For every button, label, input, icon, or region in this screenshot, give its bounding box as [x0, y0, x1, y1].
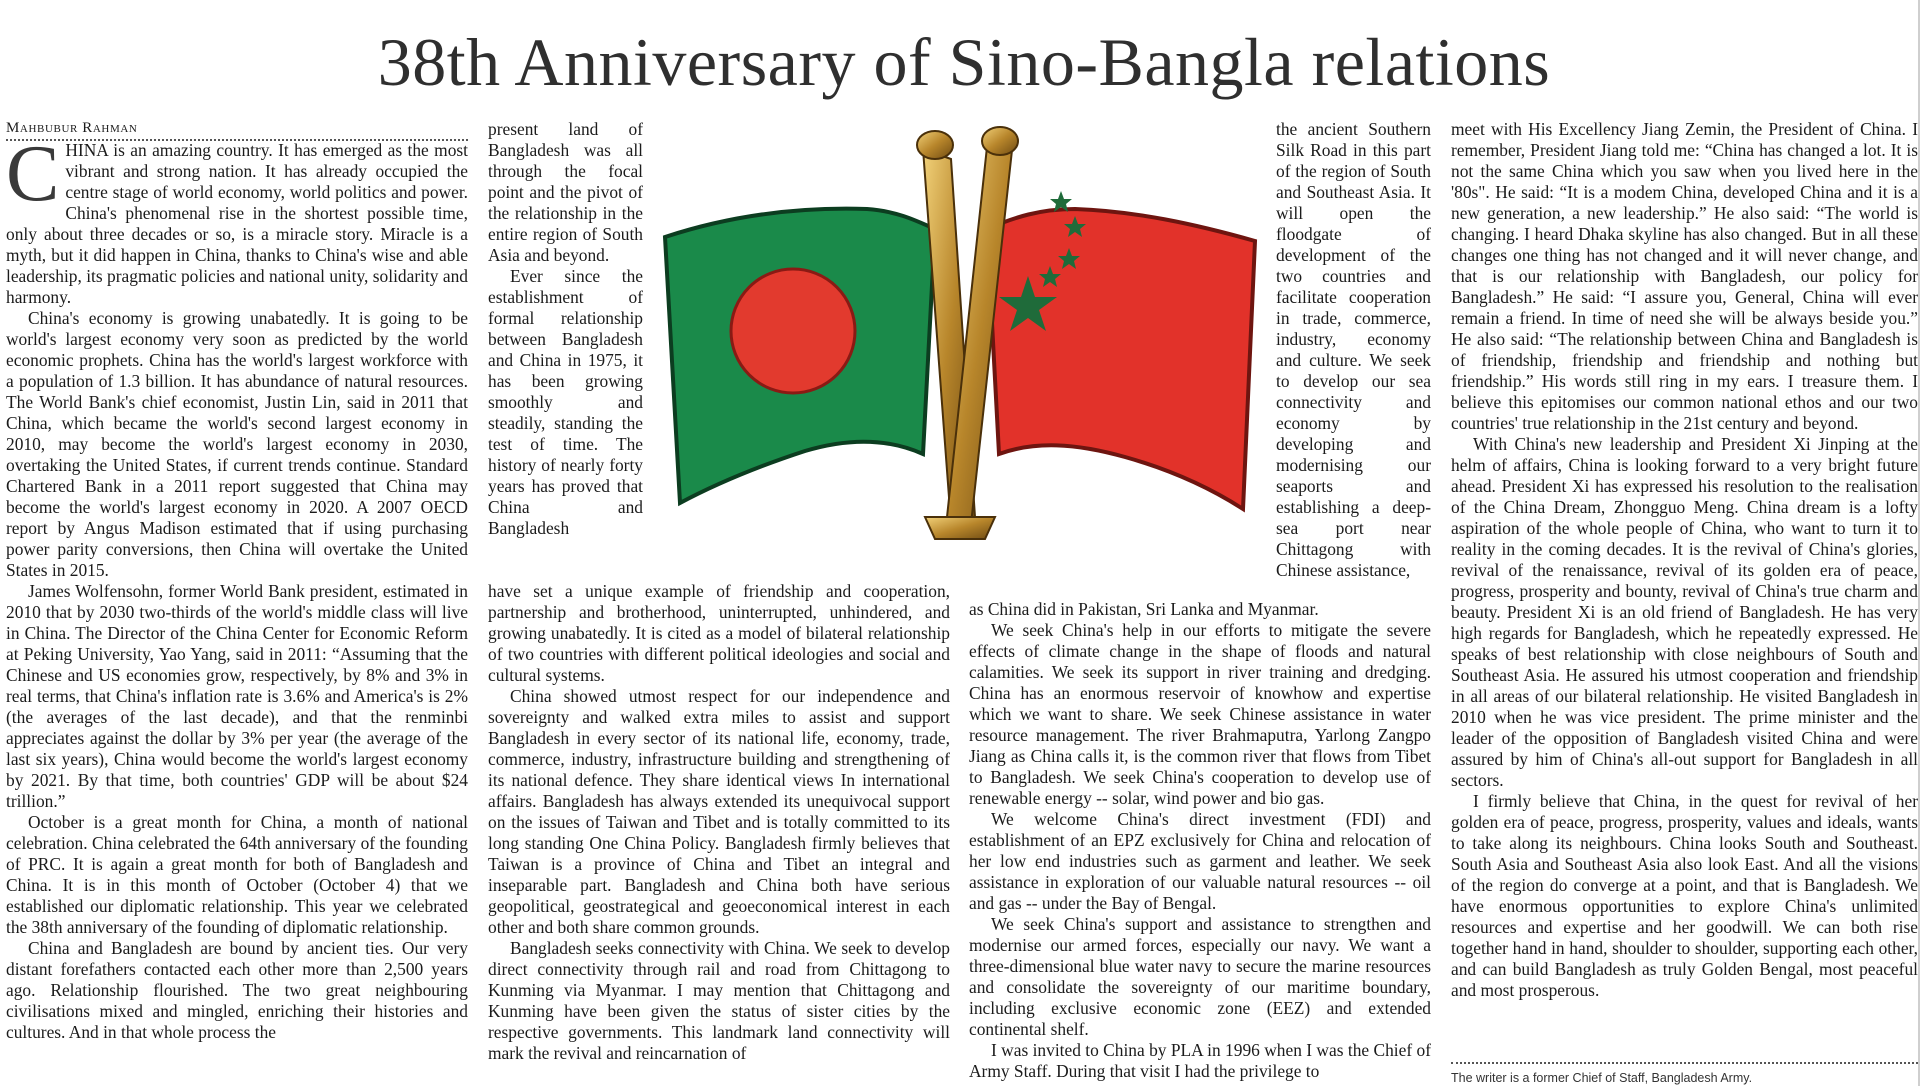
column-2-wide	[488, 581, 950, 1086]
paragraph: We seek China's support and assistance to strengthen and modernise our armed forces, especially our navy. We want a three-dimensional blue water navy to secure the marine resources and consolidate the sovereignty of our maritime boundary, including exclusive economic zone (EEZ) and extended continental shelf.	[969, 914, 1431, 1039]
paragraph: With China's new leadership and President Xi Jinping at the helm of affairs, China is looking forward to a very bright future ahead. President Xi has expressed his resolution to the realisation of the China Dream, Zhongguo Meng. China dream is a lofty aspiration of the whole people of China, who want to turn it to reality in the coming decades. It is the revival of China's glories, revival of the renaissance, revival of its golden era of peace, progress, prosperity and bounty, revival of China's true charm and beauty. President Xi is an old friend of Bangladesh. He has very high regards for Bangladesh, which he repeatedly expressed. He speaks of best relationship with close neighbours of South and Southeast Asia. He assured his utmost cooperation and friendship in all areas of our bilateral relationship. He visited Bangladesh in 2010 when he was vice president. The prime minister and the leader of the opposition of Bangladesh visited China and were assured by him of China's all-out support for Bangladesh in all sectors.	[1451, 434, 1918, 790]
paragraph	[6, 140, 468, 308]
bangladesh-red-disc	[731, 269, 855, 393]
paragraph: Bangladesh seeks connectivity with China. We seek to develop direct connectivity through rail and road from Chittagong to Kunming via Myanmar. I may mention that Chittagong and Kunming have been given the status of sister cities by the respective governments. This landmark land connectivity will mark the revival and reincarnation of	[488, 938, 950, 1063]
paragraph: have set a unique example of friendship and cooperation, partnership and brotherhood, uninterrupted, unhindered, and growing unabatedly. It is cited as a model of bilateral relationship of two countries with different political ideologies and social and cultural systems.	[488, 581, 950, 685]
paragraph: I was invited to China by PLA in 1996 when I was the Chief of Army Staff. During that visit I had the privilege to	[969, 1040, 1431, 1081]
paragraph: present land of Bangladesh was all through the focal point and the pivot of the relationship in the entire region of South Asia and beyond.	[488, 119, 643, 265]
paragraph: James Wolfensohn, former World Bank president, estimated in 2010 that by 2030 two-thirds of the world's middle class will live in China. The Director of the China Center for Economic Reform at Peking University, Yao Yang, said in 2011: “Assuming that the Chinese and US economies grow, respectively, by 8% and 3% in real terms, that China's inflation rate is 3.6% and America's is 2% (the averages of the last decade), and that the renminbi appreciates against the dollar by 3% per year (the average of the last six years), China would become the world's largest economy by 2021. By that time, both countries' GDP will be about $24 trillion.”	[6, 581, 468, 811]
column-3-wide	[969, 599, 1431, 1086]
crossed-flags-image	[655, 119, 1267, 549]
paragraph: Ever since the establishment of formal relationship between Bangladesh and China in 1975, it has been growing smoothly and steadily, standing the test of time. The history of nearly forty years has proved that China and Bangladesh	[488, 266, 643, 538]
paragraph: China's economy is growing unabatedly. It is going to be world's largest economy very soon as predicted by the world economic prophets. China has the world's largest workforce with a population of 1.3 billion. It has abundance of natural resources. The World Bank's chief economist, Justin Lin, said in 2011 that China, which became the world's second largest economy in 2010, may become the world's largest economy in 2030, overtaking the United States, if current trends continue. Standard Chartered Bank in a 2011 report suggested that China may become the world's largest economy in 2020. A 2007 OECD report by Angus Madison estimated that if using purchasing power parity conversions, then China will overtake the United States in 2015.	[6, 308, 468, 580]
paragraph: I firmly believe that China, in the quest for revival of her golden era of peace, progress, prosperity, values and ideals, wants to take along its neighbours. China looks South and Southeast. South Asia and Southeast Asia also look East. And all the visions of the region do converge at a point, and that is Bangladesh. We have enormous opportunities to explore China's unlimited resources and expertise and her goodwill. We can both rise together hand in hand, shoulder to shoulder, supporting each other, and can build Bangladesh as truly Golden Bengal, most peaceful and most prosperous.	[1451, 791, 1918, 1000]
paragraph: We seek China's help in our efforts to mitigate the severe effects of climate change in the shape of floods and natural calamities. We seek its support in river training and dredging. China has an enormous reservoir of knowhow and expertise which we want to share. We seek Chinese assistance in water resource management. The river Brahmaputra, Yarlong Zangpo Jiang as China calls it, is the common river that flows from Tibet to Bangladesh. We seek China's cooperation to develop use of renewable energy -- solar, wind power and bio gas.	[969, 620, 1431, 808]
column-2-narrow	[488, 119, 643, 581]
paragraph: China showed utmost respect for our independence and sovereignty and walked extra miles to assist and support Bangladesh in every sector of its national life, economy, trade, commerce, industry, infrastructure building and strengthening of its national defence. They share identical views In international affairs. Bangladesh has always extended its unequivocal support on the issues of Taiwan and Tibet and is totally committed to its long standing One China Policy. Bangladesh firmly believes that Taiwan is a province of China and Tibet an integral and inseparable part. Bangladesh and China both have serious geopolitical, geostrategical and geoeconomical interest in each other and both share common grounds.	[488, 686, 950, 937]
headline: 38th Anniversary of Sino-Bangla relations	[377, 24, 1551, 100]
column-4	[1451, 119, 1918, 1059]
paragraph: China and Bangladesh are bound by ancient ties. Our very distant forefathers contacted each other more than 2,500 years ago. Relationship flourished. The two great neighbouring civilisations mixed and mingled, enriching their histories and cultures. And in that whole process the	[6, 938, 468, 1042]
paragraph: the ancient Southern Silk Road in this part of the region of South and Southeast Asia. It will open the floodgate of development of the two countries and facilitate cooperation in trade, commerce, industry, economy and culture. We seek to develop our sea connectivity and economy by developing and modernising our seaports and establishing a deep-sea port near Chittagong with Chinese assistance,	[1276, 119, 1431, 580]
column-1	[6, 140, 468, 1086]
flag-pin-svg	[655, 119, 1267, 549]
column-3-narrow	[1276, 119, 1431, 599]
paragraph-text: HINA is an amazing country. It has emerged as the most vibrant and strong nation. It has already occupied the centre stage of world economy, world politics and power. China's phenomenal rise in the shortest possible time, only about three decades or so, is a miracle story. Miracle is a myth, but it did happen in China, thanks to China's wise and able leadership, its pragmatic policies and national unity, solidarity and harmony.	[6, 140, 468, 307]
paragraph: as China did in Pakistan, Sri Lanka and Myanmar.	[969, 599, 1319, 619]
author-footnote: The writer is a former Chief of Staff, Bangladesh Army.	[1451, 1062, 1918, 1086]
page-edge-rule	[1918, 0, 1920, 1086]
paragraph: We welcome China's direct investment (FDI) and establishment of an EPZ exclusively for China and relocation of her low end industries such as garment and leather. We seek assistance in exploration of our valuable natural resources -- oil and gas -- under the Bay of Bengal.	[969, 809, 1431, 913]
drop-cap: C	[6, 140, 60, 218]
byline: Mahbubur Rahman	[6, 119, 468, 141]
paragraph: meet with His Excellency Jiang Zemin, the President of China. I remember, President Jiang told me: “China has changed a lot. It is not the same China which you saw when you lived here in the '80s". He said: “It is a modem China, developed China and it is a new generation, a new leadership.” He also said: “The world is changing. I heard Dhaka skyline has also changed. But in all these changes one thing has not changed and it will never change, and that is our relationship with Bangladesh, our policy for Bangladesh.” He said: “I assure you, General, China will ever remain a friend. In time of need she will be always beside you.” He also said: “The relationship between China and Bangladesh is of friendship, friendship and friendship and nothing but friendship.” His words still ring in my ears. I treasure them. I believe this epitomises our common national ethos and our two countries' true relationship in the 21st century and beyond.	[1451, 119, 1918, 433]
paragraph: October is a great month for China, a month of national celebration. China celebrated the 64th anniversary of the founding of PRC. It is again a great month for both of Bangladesh and China. It is in this month of October (October 4) that we established our diplomatic relationship. This year we celebrated the 38th anniversary of the founding of diplomatic relationship.	[6, 812, 468, 937]
